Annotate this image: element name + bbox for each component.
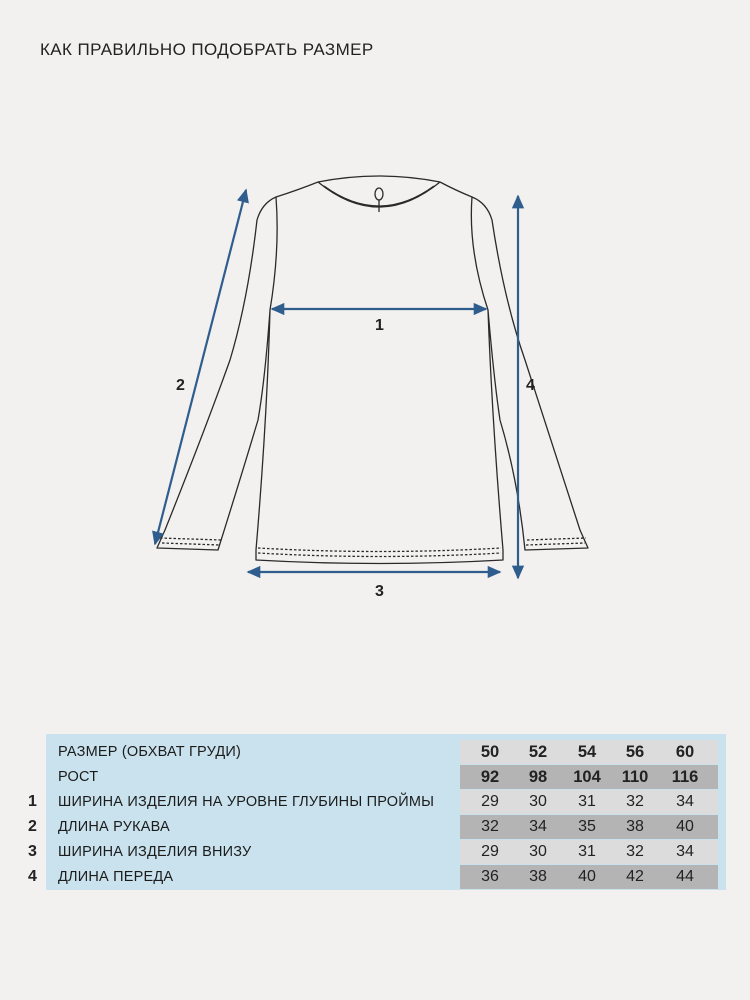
table-row-hem-width — [46, 840, 726, 864]
table-cell: 38 — [529, 868, 547, 885]
table-cell: 31 — [578, 793, 596, 810]
table-cell: 38 — [626, 818, 644, 835]
table-cell: 36 — [481, 868, 499, 885]
page-title: КАК ПРАВИЛЬНО ПОДОБРАТЬ РАЗМЕР — [40, 40, 374, 59]
table-cell: 34 — [676, 793, 694, 810]
row-label: ШИРИНА ИЗДЕЛИЯ ВНИЗУ — [58, 844, 252, 860]
table-cell: 98 — [528, 768, 548, 786]
row-label: РОСТ — [58, 769, 99, 785]
table-cell: 110 — [621, 768, 649, 786]
row-values — [460, 815, 718, 839]
table-cell: 32 — [626, 793, 644, 810]
row-number: 3 — [28, 843, 37, 860]
table-cell: 54 — [577, 743, 597, 761]
table-cell: 30 — [529, 843, 547, 860]
table-cell: 31 — [578, 843, 596, 860]
measure-label-4: 4 — [526, 377, 535, 394]
table-cell: 40 — [676, 818, 694, 835]
row-label: РАЗМЕР (ОБХВАТ ГРУДИ) — [58, 744, 242, 760]
table-cell: 116 — [671, 768, 699, 786]
table-cell: 32 — [626, 843, 644, 860]
table-cell: 40 — [578, 868, 596, 885]
row-label: ШИРИНА ИЗДЕЛИЯ НА УРОВНЕ ГЛУБИНЫ ПРОЙМЫ — [58, 794, 435, 810]
size-table — [46, 734, 726, 890]
table-row-size — [46, 740, 726, 764]
table-cell: 50 — [480, 743, 500, 761]
table-cell: 34 — [676, 843, 694, 860]
table-cell: 52 — [528, 743, 548, 761]
measure-arrow-2 — [155, 190, 246, 544]
row-label: ДЛИНА ПЕРЕДА — [58, 869, 174, 885]
row-label: ДЛИНА РУКАВА — [58, 819, 170, 835]
row-number: 2 — [28, 818, 37, 835]
table-cell: 44 — [676, 868, 694, 885]
row-values — [460, 840, 718, 864]
table-cell: 60 — [675, 743, 695, 761]
measure-label-1: 1 — [375, 317, 384, 334]
table-cell: 92 — [480, 768, 500, 786]
table-cell: 104 — [573, 768, 601, 786]
table-row-height — [46, 765, 726, 789]
table-row-chest-width — [46, 790, 726, 814]
table-cell: 34 — [529, 818, 547, 835]
row-values — [460, 740, 718, 764]
measure-label-3: 3 — [375, 583, 384, 600]
table-cell: 56 — [625, 743, 645, 761]
table-cell: 35 — [578, 818, 596, 835]
row-values — [460, 865, 718, 889]
table-row-sleeve-length — [46, 815, 726, 839]
table-cell: 29 — [481, 793, 499, 810]
table-cell: 42 — [626, 868, 644, 885]
row-values — [460, 790, 718, 814]
table-cell: 29 — [481, 843, 499, 860]
measure-label-2: 2 — [176, 377, 185, 394]
row-values — [460, 765, 718, 789]
table-cell: 32 — [481, 818, 499, 835]
row-number: 1 — [28, 793, 37, 810]
shirt-outline — [157, 176, 588, 564]
table-cell: 30 — [529, 793, 547, 810]
row-number: 4 — [28, 868, 37, 885]
table-row-front-length — [46, 865, 726, 889]
